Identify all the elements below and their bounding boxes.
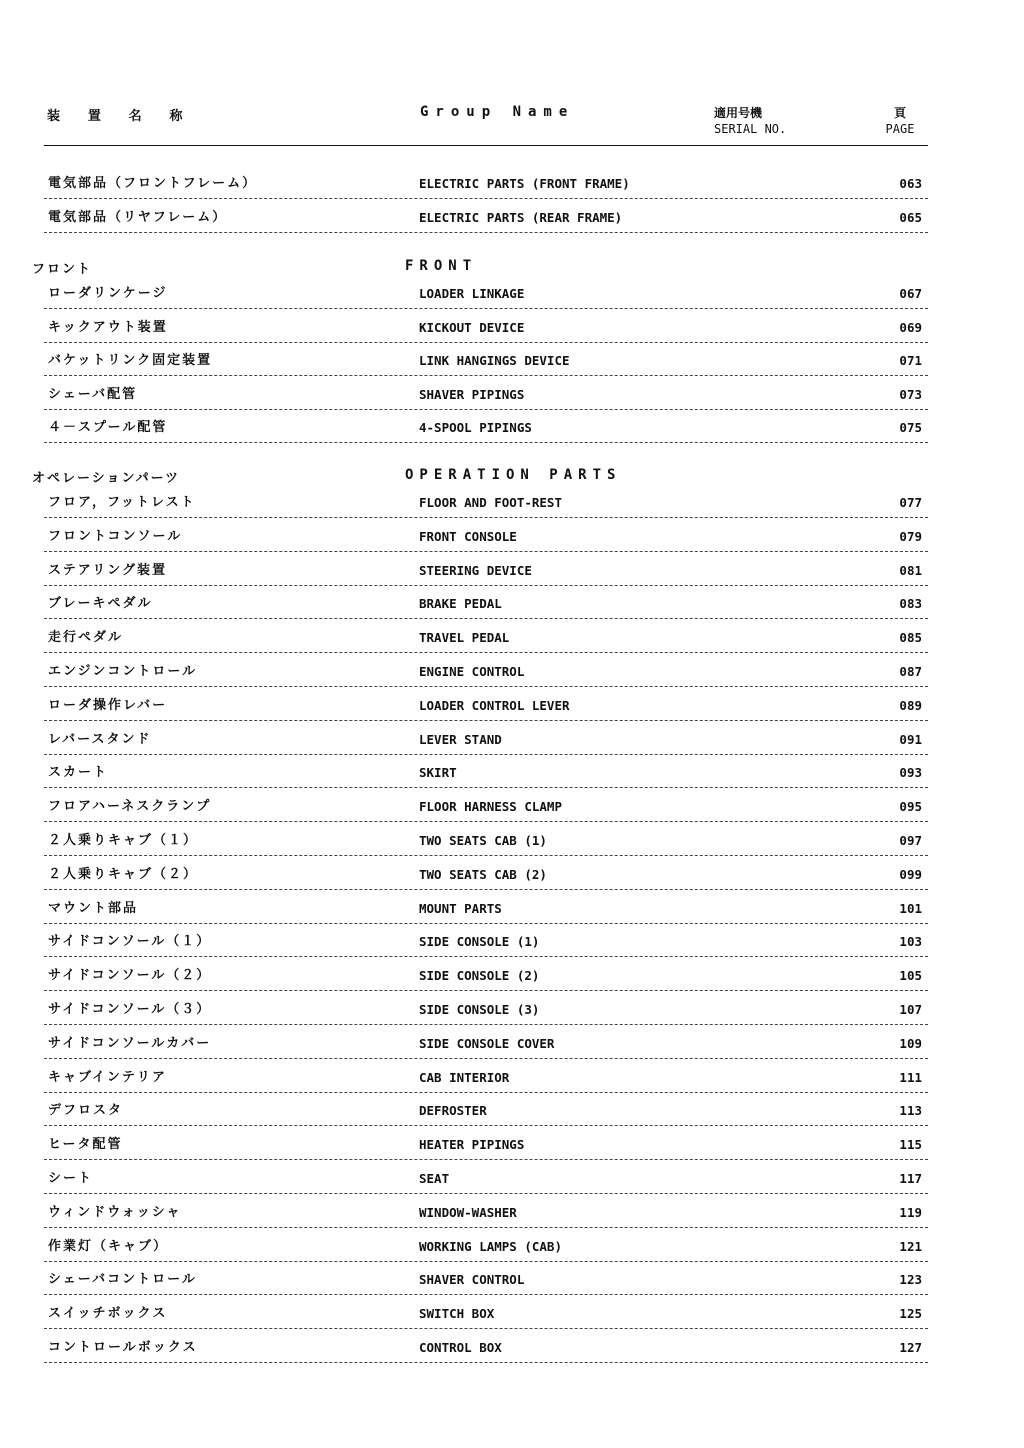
- list-item: [44, 376, 928, 410]
- item-name-en: ELECTRIC PARTS (REAR FRAME): [419, 209, 623, 225]
- item-name-jp: シート: [48, 1171, 94, 1186]
- item-name-jp: ２人乗りキャブ（１）: [48, 833, 199, 848]
- item-name-jp: 作業灯（キャブ）: [48, 1238, 169, 1254]
- item-name-en: SIDE CONSOLE (1): [419, 934, 540, 950]
- list-item: [44, 687, 928, 721]
- item-name-jp: 電気部品（リヤフレーム）: [48, 209, 228, 225]
- item-name-en: FLOOR HARNESS CLAMP: [419, 799, 562, 815]
- header-rule: [44, 145, 928, 146]
- item-name-jp: ウィンドウォッシャ: [48, 1204, 182, 1220]
- item-name-jp: ローダ操作レバー: [48, 697, 168, 713]
- item-name-en: FRONT CONSOLE: [419, 528, 517, 544]
- item-name-jp: サイドコンソール（１）: [48, 934, 212, 950]
- item-name-en: CAB INTERIOR: [419, 1069, 510, 1085]
- item-name-en: HEATER PIPINGS: [419, 1137, 525, 1153]
- list-item: [44, 1025, 928, 1059]
- list-item: [44, 1228, 928, 1262]
- list-item: [44, 619, 928, 653]
- item-name-jp: サイドコンソール（３）: [48, 1002, 212, 1017]
- item-name-jp: ４－スプール配管: [48, 420, 168, 435]
- item-name-jp: マウント部品: [48, 900, 139, 916]
- item-page: 103: [899, 934, 922, 950]
- item-page: 069: [899, 319, 922, 335]
- item-name-en: SWITCH BOX: [419, 1306, 495, 1322]
- item-name-en: FLOOR AND FOOT-REST: [419, 495, 562, 510]
- list-item: [44, 552, 928, 586]
- item-name-jp: サイドコンソール（２）: [48, 968, 212, 984]
- item-page: 097: [899, 833, 922, 848]
- item-page: 075: [899, 420, 922, 435]
- item-name-en: KICKOUT DEVICE: [419, 319, 525, 335]
- list-item: [44, 165, 928, 199]
- list-item: [44, 1092, 928, 1126]
- header-page-jp: 頁: [893, 106, 906, 120]
- item-name-en: TRAVEL PEDAL: [419, 630, 510, 646]
- item-page: 119: [899, 1204, 922, 1220]
- item-name-jp: シェーバ配管: [48, 386, 138, 402]
- list-item: [44, 1059, 928, 1093]
- list-item: [44, 923, 928, 957]
- item-name-en: SIDE CONSOLE (2): [419, 968, 540, 984]
- list-item: [44, 991, 928, 1025]
- item-page: 073: [899, 386, 922, 402]
- list-item: [44, 585, 928, 619]
- item-page: 079: [899, 528, 922, 544]
- item-name-jp: エンジンコントロール: [48, 664, 198, 679]
- list-item: [44, 1261, 928, 1295]
- list-item: [44, 856, 928, 890]
- item-page: 123: [899, 1272, 922, 1288]
- item-page: 111: [899, 1069, 922, 1085]
- list-item: [44, 653, 928, 687]
- item-page: 121: [899, 1238, 922, 1254]
- item-page: 117: [899, 1171, 922, 1186]
- section-front-jp: フロント: [32, 262, 93, 277]
- list-item: [44, 199, 928, 233]
- item-name-jp: レバースタンド: [48, 731, 152, 747]
- item-name-en: TWO SEATS CAB (1): [419, 833, 547, 848]
- item-page: 067: [899, 286, 922, 301]
- item-name-en: SEAT: [419, 1171, 450, 1186]
- header-group-name: Group Name: [420, 104, 575, 120]
- list-item: [44, 1160, 928, 1194]
- item-page: 107: [899, 1002, 922, 1017]
- item-name-en: 4-SPOOL PIPINGS: [419, 420, 532, 435]
- section-operation-en: OPERATION PARTS: [405, 467, 622, 483]
- header-serial: [714, 105, 786, 137]
- item-name-jp: フロアハーネスクランプ: [48, 799, 212, 815]
- item-page: 081: [899, 562, 922, 578]
- list-item: [44, 1194, 928, 1228]
- item-name-jp: シェーバコントロール: [48, 1272, 197, 1288]
- item-name-jp: サイドコンソールカバー: [48, 1035, 212, 1051]
- item-page: 105: [899, 968, 922, 984]
- list-item: [44, 1329, 928, 1363]
- item-page: 077: [899, 495, 922, 510]
- list-item: [44, 1295, 928, 1329]
- list-item: [44, 275, 928, 309]
- item-page: 095: [899, 799, 922, 815]
- list-item: [44, 484, 928, 518]
- item-page: 083: [899, 596, 922, 612]
- item-name-jp: キックアウト装置: [48, 319, 168, 335]
- item-name-jp: スカート: [48, 765, 109, 781]
- item-name-jp: 電気部品（フロントフレーム）: [48, 176, 258, 191]
- item-name-jp: ステアリング装置: [48, 562, 167, 578]
- section-operation-jp: オペレーションパーツ: [32, 471, 181, 486]
- list-item: [44, 518, 928, 552]
- list-item: [44, 1126, 928, 1160]
- item-name-en: ENGINE CONTROL: [419, 664, 525, 679]
- item-name-jp: コントロールボックス: [48, 1340, 198, 1355]
- list-item: [44, 788, 928, 822]
- list-item: [44, 754, 928, 788]
- list-item: [44, 342, 928, 376]
- list-item: [44, 721, 928, 755]
- item-page: 099: [899, 866, 922, 882]
- item-name-en: WORKING LAMPS (CAB): [419, 1238, 562, 1254]
- item-name-en: ELECTRIC PARTS (FRONT FRAME): [419, 176, 630, 191]
- item-page: 109: [899, 1035, 922, 1051]
- item-name-jp: デフロスタ: [48, 1103, 124, 1119]
- item-name-jp: ローダリンケージ: [48, 286, 168, 301]
- item-name-en: LOADER CONTROL LEVER: [419, 697, 570, 713]
- item-name-jp: 走行ペダル: [48, 630, 124, 646]
- item-name-en: SKIRT: [419, 765, 457, 781]
- item-name-en: BRAKE PEDAL: [419, 596, 502, 612]
- item-page: 063: [899, 176, 922, 191]
- item-page: 089: [899, 697, 922, 713]
- item-page: 127: [899, 1340, 922, 1355]
- item-name-en: TWO SEATS CAB (2): [419, 866, 547, 882]
- item-page: 085: [899, 630, 922, 646]
- item-name-en: WINDOW-WASHER: [419, 1204, 517, 1220]
- item-name-jp: ２人乗りキャブ（２）: [48, 866, 199, 882]
- list-item: [44, 309, 928, 343]
- item-name-en: SIDE CONSOLE (3): [419, 1002, 540, 1017]
- item-page: 071: [899, 353, 922, 368]
- header-serial-jp: 適用号機: [714, 106, 763, 120]
- section-front-en: FRONT: [405, 258, 478, 274]
- item-name-jp: バケットリンク固定装置: [48, 353, 213, 368]
- item-page: 113: [899, 1103, 922, 1119]
- item-page: 125: [899, 1306, 922, 1322]
- list-item: [44, 957, 928, 991]
- item-name-jp: フロア，フットレスト: [48, 495, 196, 510]
- item-name-en: MOUNT PARTS: [419, 900, 502, 916]
- item-name-en: LINK HANGINGS DEVICE: [419, 353, 570, 368]
- header-equipment-name: 装 置 名 称: [47, 109, 193, 124]
- item-page: 091: [899, 731, 922, 747]
- item-name-en: STEERING DEVICE: [419, 562, 532, 578]
- list-item: [44, 890, 928, 924]
- item-page: 087: [899, 664, 922, 679]
- item-page: 101: [899, 900, 922, 916]
- header-page: [880, 105, 920, 137]
- list-item: [44, 822, 928, 856]
- item-page: 093: [899, 765, 922, 781]
- header-page-en: PAGE: [885, 122, 915, 136]
- item-name-en: DEFROSTER: [419, 1103, 487, 1119]
- item-name-en: SIDE CONSOLE COVER: [419, 1035, 555, 1051]
- item-name-jp: スイッチボックス: [48, 1306, 168, 1322]
- item-page: 115: [899, 1137, 922, 1153]
- item-name-jp: ブレーキペダル: [48, 596, 153, 612]
- item-name-jp: フロントコンソール: [48, 528, 183, 544]
- item-name-en: SHAVER CONTROL: [419, 1272, 525, 1288]
- item-name-en: SHAVER PIPINGS: [419, 386, 525, 402]
- item-name-jp: キャブインテリア: [48, 1069, 167, 1085]
- item-name-jp: ヒータ配管: [48, 1137, 123, 1153]
- header-serial-en: SERIAL NO.: [714, 122, 787, 136]
- item-name-en: LOADER LINKAGE: [419, 286, 525, 301]
- item-name-en: CONTROL BOX: [419, 1340, 502, 1355]
- list-item: [44, 409, 928, 443]
- item-name-en: LEVER STAND: [419, 731, 502, 747]
- item-page: 065: [899, 209, 922, 225]
